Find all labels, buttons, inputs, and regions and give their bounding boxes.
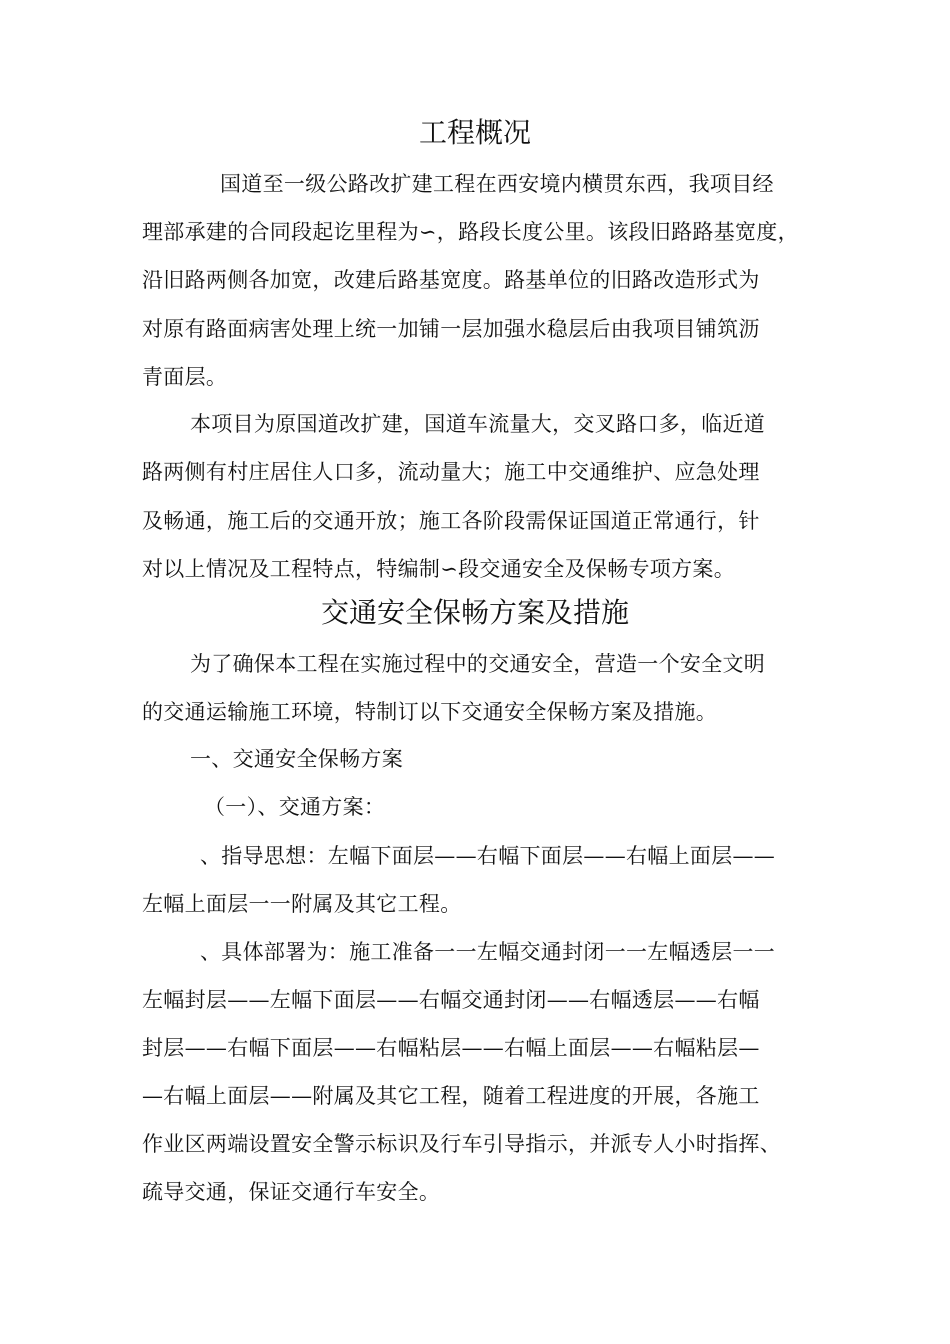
paragraph-line: —右幅上面层——附属及其它工程，随着工程进度的开展，各施工 <box>142 1084 760 1108</box>
section-title-overview: 工程概况 <box>418 116 531 149</box>
paragraph-line: 左幅封层——左幅下面层——右幅交通封闭——右幅透层——右幅 <box>142 988 760 1012</box>
paragraph-line: 青面层。 <box>142 365 228 389</box>
paragraph-line: 疏导交通，保证交通行车安全。 <box>142 1180 441 1204</box>
paragraph-line: 、具体部署为：施工准备一一左幅交通封闭一一左幅透层一一 <box>200 940 776 964</box>
paragraph-line: 为了确保本工程在实施过程中的交通安全，营造一个安全文明 <box>190 652 766 676</box>
paragraph-line: 左幅上面层一一附属及其它工程。 <box>142 892 462 916</box>
paragraph-line: 路两侧有村庄居住人口多，流动量大；施工中交通维护、应急处理 <box>142 460 760 484</box>
paragraph-line: 本项目为原国道改扩建，国道车流量大，交叉路口多，临近道 <box>190 412 766 436</box>
paragraph-line: 国道至一级公路改扩建工程在西安境内横贯东西，我项目经 <box>220 172 774 196</box>
heading-level2: （一）、交通方案： <box>204 795 386 819</box>
paragraph-line: 对以上情况及工程特点，特编制∽段交通安全及保畅专项方案。 <box>142 557 735 581</box>
section-title-measures: 交通安全保畅方案及措施 <box>320 596 629 629</box>
paragraph-line: 的交通运输施工环境，特制订以下交通安全保畅方案及措施。 <box>142 700 718 724</box>
paragraph-line: 理部承建的合同段起讫里程为∽，路段长度公里。该段旧路路基宽度， <box>142 220 799 244</box>
paragraph-line: 沿旧路两侧各加宽，改建后路基宽度。路基单位的旧路改造形式为 <box>142 268 760 292</box>
paragraph-line: 及畅通，施工后的交通开放；施工各阶段需保证国道正常通行，针 <box>142 509 760 533</box>
paragraph-line: 对原有路面病害处理上统一加铺一层加强水稳层后由我项目铺筑沥 <box>142 317 760 341</box>
paragraph-line: 封层——右幅下面层——右幅粘层——右幅上面层——右幅粘层— <box>142 1036 760 1060</box>
paragraph-line: 、指导思想：左幅下面层——右幅下面层——右幅上面层—— <box>200 844 776 868</box>
heading-level1: 一、交通安全保畅方案 <box>190 747 403 771</box>
paragraph-line: 作业区两端设置安全警示标识及行车引导指示，并派专人小时指挥、 <box>142 1132 781 1156</box>
